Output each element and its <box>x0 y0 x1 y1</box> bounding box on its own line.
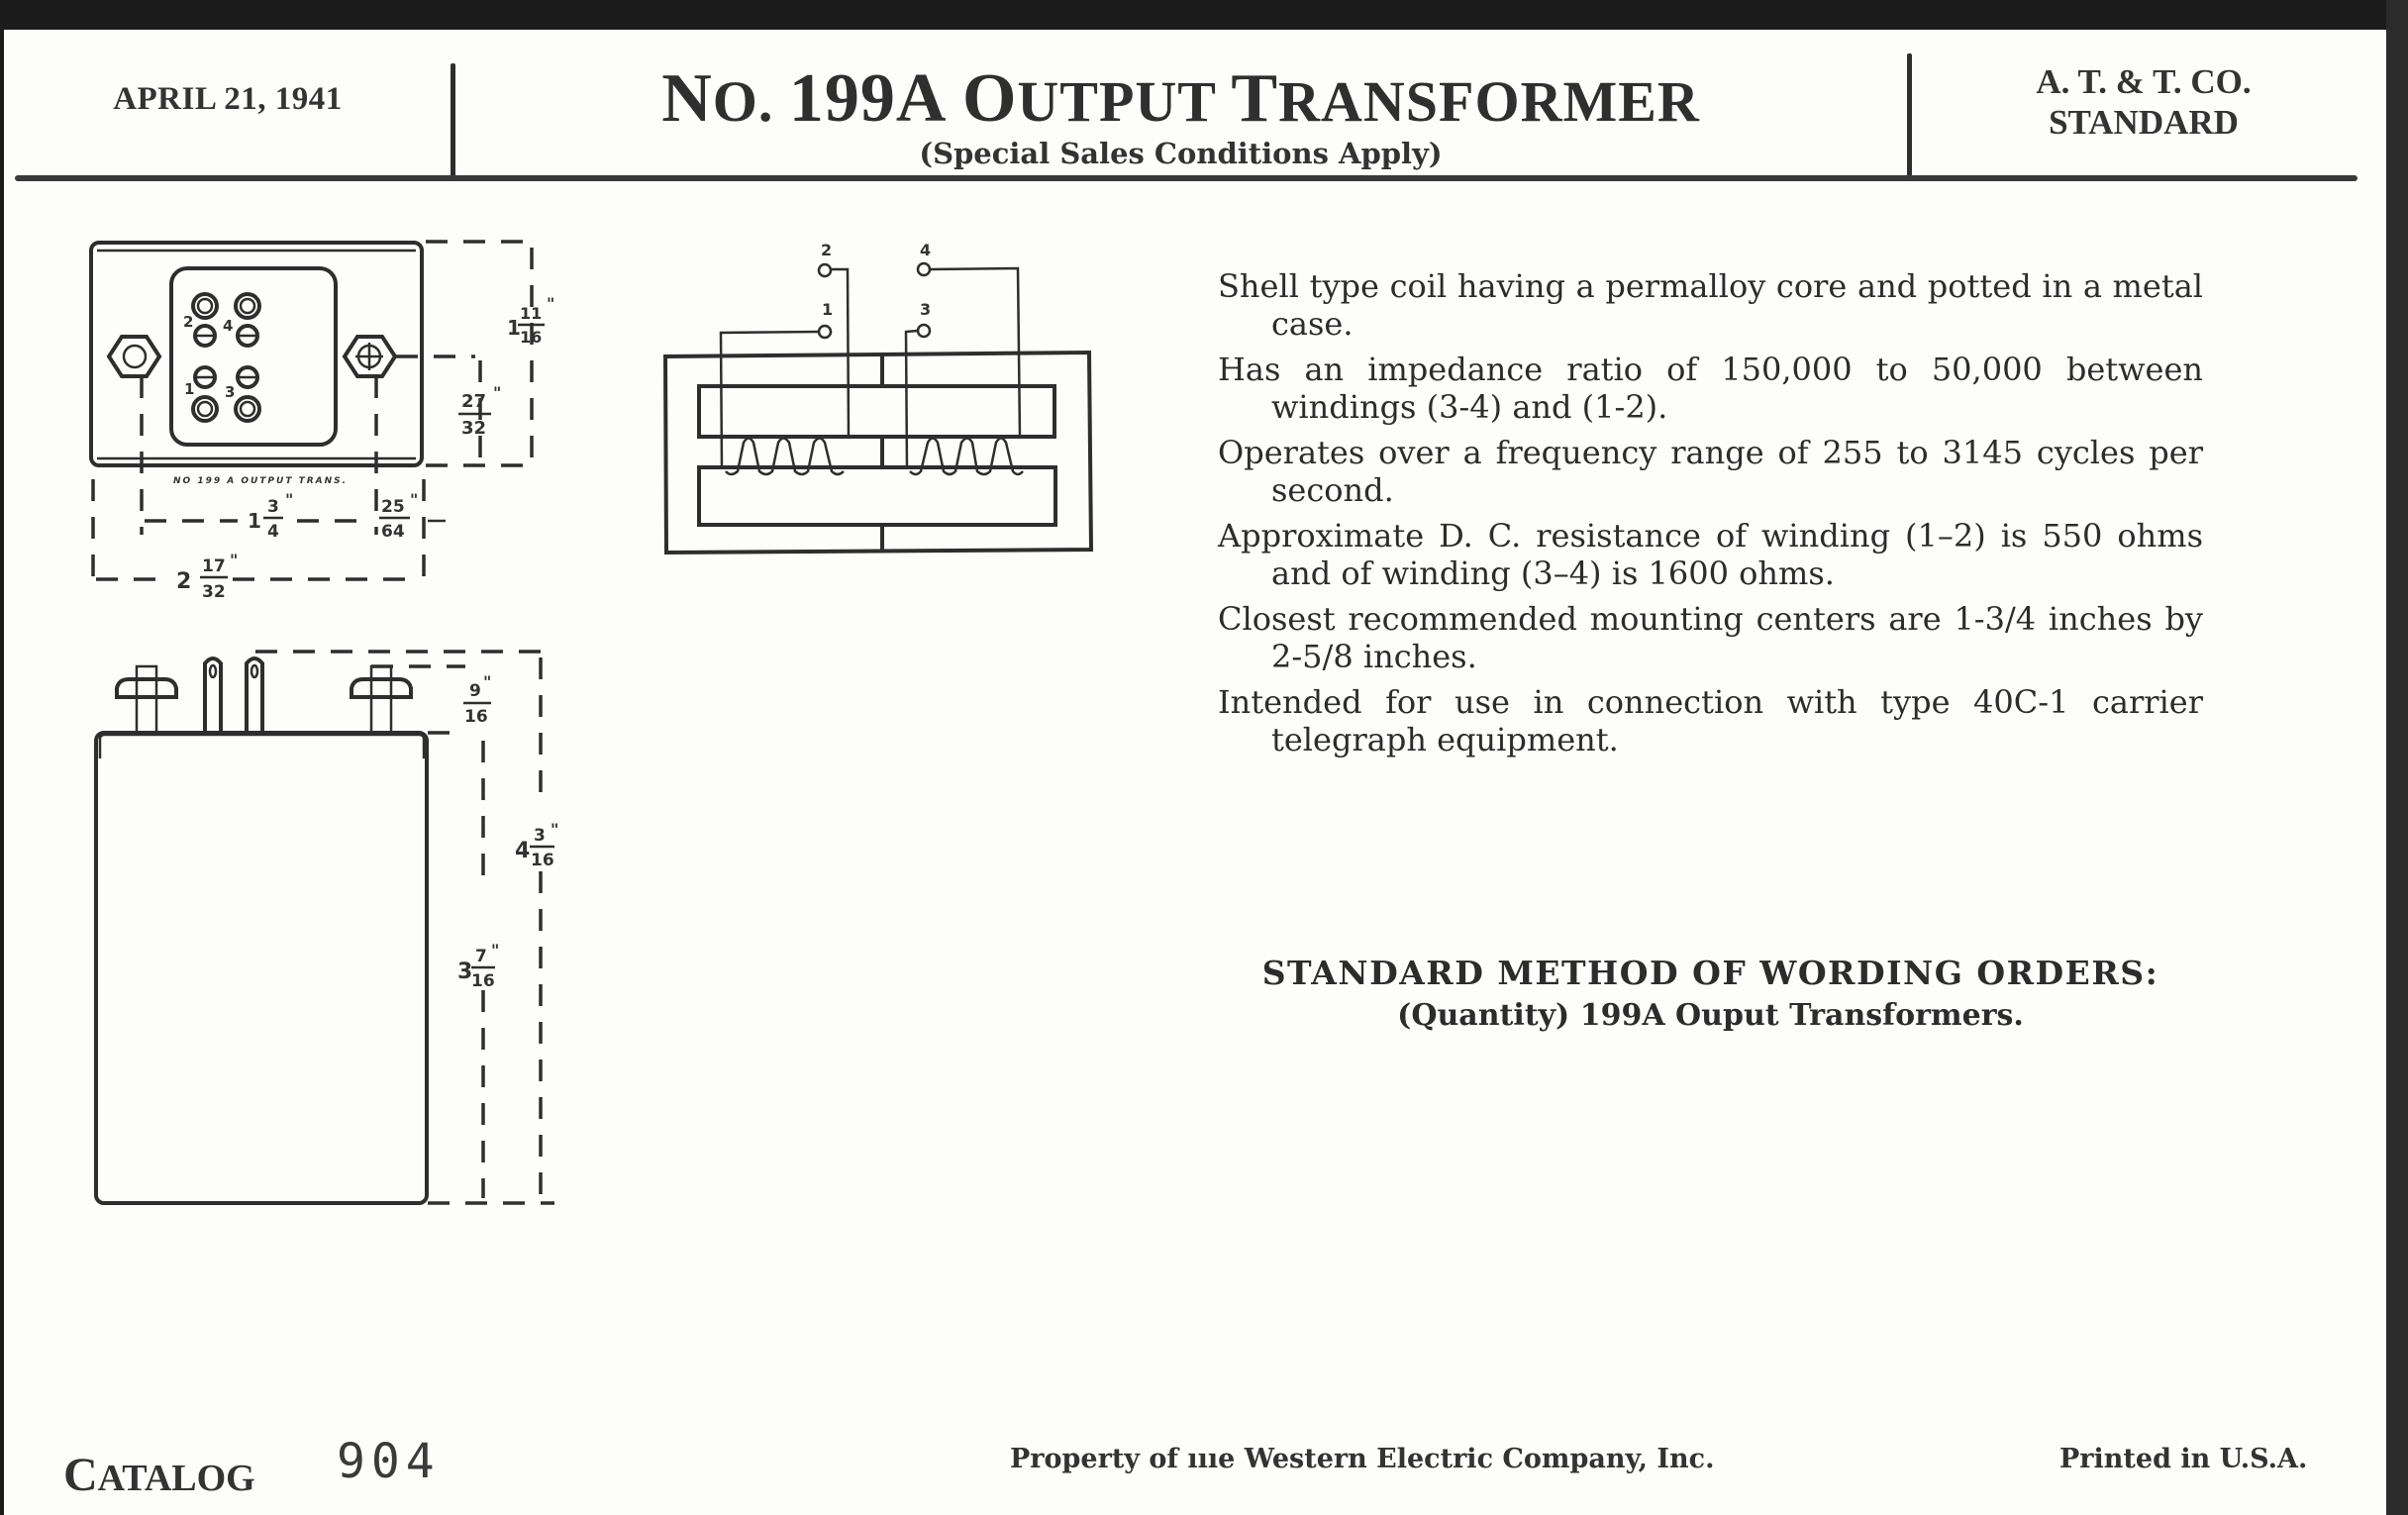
mounting-stud-left-side <box>117 666 176 734</box>
title-word2-cap: T <box>1231 60 1279 137</box>
spec-item: Has an impedance ratio of 150,000 to 50,000 between windings (3-4) and (1-2). <box>1218 351 2203 426</box>
nameplate-label: NO 199 A OUTPUT TRANS. <box>173 476 349 486</box>
dim-case-inch: " <box>491 941 500 960</box>
title-word2-rest: RANSFORMER <box>1278 69 1700 134</box>
dim-terminal-inch: " <box>483 672 492 691</box>
spec-item: Approximate D. C. resistance of winding (1–2) is 550 ohms and of winding (3–4) is 1600 ohms. <box>1218 517 2203 592</box>
solder-lug-2 <box>247 658 262 733</box>
schematic-terminal-label-1: 1 <box>822 300 834 319</box>
dim-total-inch: " <box>551 820 559 839</box>
terminal-label-3: 3 <box>225 383 236 401</box>
schematic-terminal-label-4: 4 <box>920 241 932 259</box>
case-outline-side <box>96 733 427 1203</box>
title-prefix-cap: N <box>661 60 713 137</box>
spec-item: Shell type coil having a permalloy core and potted in a metal case. <box>1218 267 2203 343</box>
page-subtitle: (Special Sales Conditions Apply) <box>919 137 1443 170</box>
schematic-terminal-2 <box>819 264 831 276</box>
lead-3 <box>906 331 918 469</box>
mounting-stud-right-side <box>351 666 411 734</box>
dim-height-den: 16 <box>520 328 543 347</box>
case-lid-rim <box>100 735 424 758</box>
dim-width-inch: " <box>230 551 239 569</box>
header-divider-right <box>1907 53 1912 176</box>
title-word1-rest: UTPUT <box>1017 69 1216 134</box>
spec-item: Intended for use in connection with type 40C-1 carrier telegraph equipment. <box>1218 683 2203 758</box>
terminal-label-4: 4 <box>223 317 234 335</box>
dim-edge-inch: " <box>410 490 419 509</box>
core-upper-limb <box>699 386 1054 437</box>
dim-stud-den: 32 <box>461 418 487 439</box>
schematic-terminal-label-3: 3 <box>920 300 932 319</box>
catalog-label <box>63 1448 255 1502</box>
dim-total-den: 16 <box>531 851 554 870</box>
standard-block <box>1916 61 2371 143</box>
printed-in-notice: Printed in U.S.A. <box>2059 1444 2308 1474</box>
dim-centers-whole: 1 <box>248 509 261 533</box>
wing-nut <box>117 679 176 697</box>
dim-height-num: 11 <box>520 304 543 323</box>
scan-border-right <box>2386 0 2408 1515</box>
dim-case-num: 7 <box>475 947 487 966</box>
dim-height-inch: " <box>547 294 555 313</box>
dim-height-whole: 1 <box>507 316 521 340</box>
dim-edge-num: 25 <box>381 497 405 517</box>
dim-centers-num: 3 <box>267 497 279 517</box>
spec-item: Operates over a frequency range of 255 to 3145 cycles per second. <box>1218 434 2203 509</box>
winding-schematic <box>0 0 1188 594</box>
dim-case-whole: 3 <box>457 960 473 984</box>
schematic-terminal-label-2: 2 <box>821 241 833 259</box>
wing-nut <box>351 679 411 697</box>
property-notice: Property of ıııe Western Electric Company, Inc. <box>1010 1444 1715 1474</box>
ordering-instructions <box>1218 954 2203 1033</box>
title-prefix-rest: O. <box>712 69 774 134</box>
dim-width-den: 32 <box>202 582 226 602</box>
terminal-label-2: 2 <box>183 313 194 331</box>
dim-centers-inch: " <box>285 490 294 509</box>
lug-hole <box>251 665 257 677</box>
lug-hole <box>210 665 216 677</box>
dim-edge-den: 64 <box>381 522 405 542</box>
core-outer-shell <box>665 353 1091 553</box>
dim-stud-inch: " <box>493 383 502 402</box>
terminal-label-1: 1 <box>184 380 195 398</box>
stud-thread <box>137 666 156 734</box>
standard-line-2: STANDARD <box>2049 103 2239 142</box>
lead-1 <box>721 332 819 469</box>
issue-date: APRIL 21, 1941 <box>113 81 343 117</box>
title-word1-cap: O <box>961 60 1018 137</box>
dim-width-whole: 2 <box>176 569 192 594</box>
dim-case-den: 16 <box>471 971 495 991</box>
ordering-heading: STANDARD METHOD OF WORDING ORDERS: <box>1261 954 2159 992</box>
dim-width-num: 17 <box>202 556 226 576</box>
ordering-example: (Quantity) 199A Ouput Transformers. <box>1397 998 2024 1033</box>
catalog-label-rest: ATALOG <box>97 1458 255 1499</box>
dim-terminal-num: 9 <box>469 681 481 701</box>
dim-terminal-den: 16 <box>464 707 488 727</box>
stud-thread <box>371 666 391 734</box>
spec-item: Closest recommended mounting centers are 1-3/4 inches by 2-5/8 inches. <box>1218 600 2203 675</box>
solder-lug-1 <box>205 658 221 733</box>
dim-total-num: 3 <box>534 826 546 846</box>
schematic-terminal-3 <box>918 325 930 337</box>
schematic-terminal-1 <box>819 326 831 338</box>
catalog-number: 904 <box>337 1434 441 1489</box>
dim-centers-den: 4 <box>267 522 279 542</box>
schematic-terminal-4 <box>918 263 930 275</box>
dim-stud-num: 27 <box>461 391 487 412</box>
dim-total-whole: 4 <box>515 839 531 863</box>
standard-line-1: A. T. & T. CO. <box>2036 62 2252 101</box>
title-number: 199A <box>788 60 948 137</box>
core-lower-limb <box>699 467 1055 525</box>
catalog-label-cap: C <box>63 1449 98 1501</box>
specification-list <box>1218 267 2203 766</box>
